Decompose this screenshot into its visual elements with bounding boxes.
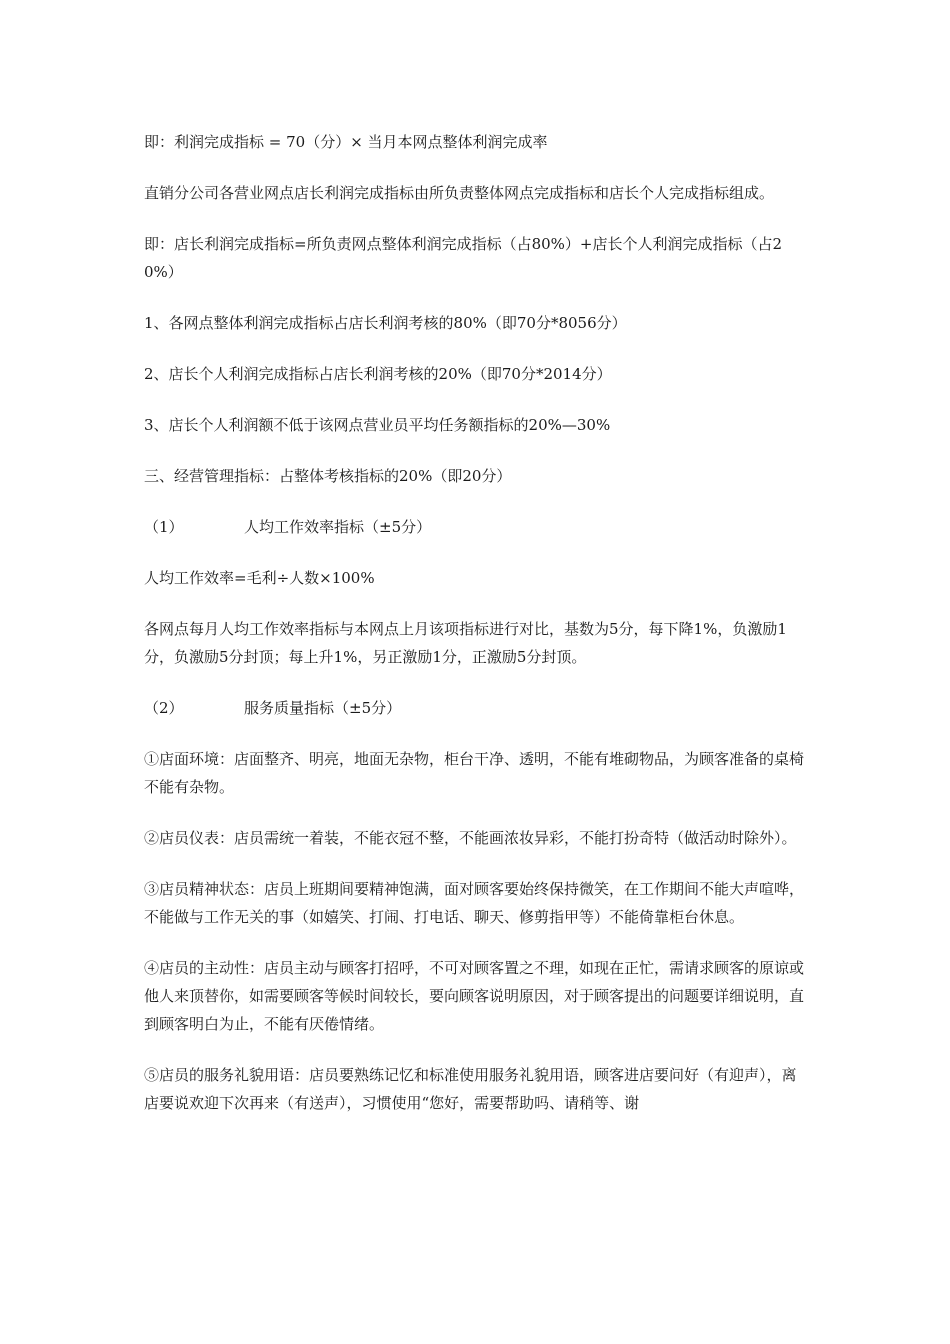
paragraph-staff-appearance: ②店员仪表：店员需统一着装，不能衣冠不整，不能画浓妆异彩，不能打扮奇特（做活动时除外）。 — [144, 829, 797, 847]
list-item-1: 1、各网点整体利润完成指标占店长利润考核的80%（即70分*8056分） — [144, 314, 627, 332]
sub-item-service-quality — [144, 694, 808, 722]
list-item-3: 3、店长个人利润额不低于该网点营业员平均任务额指标的20%—30% — [144, 416, 611, 434]
sub-item-efficiency — [144, 513, 808, 541]
paragraph-polite-language: ⑤店员的服务礼貌用语：店员要熟练记忆和标准使用服务礼貌用语，顾客进店要问好（有迎声），离店要说欢迎下次再来（有送声），习惯使用“您好，需要帮助吗、请稍等、谢 — [144, 1066, 797, 1112]
formula-profit-indicator: 即：利润完成指标 = 70（分）× 当月本网点整体利润完成率 — [144, 133, 548, 151]
section-heading-management: 三、经营管理指标：占整体考核指标的20%（即20分） — [144, 467, 512, 485]
formula-efficiency: 人均工作效率=毛利÷人数×100% — [144, 569, 375, 587]
paragraph-efficiency-rule: 各网点每月人均工作效率指标与本网点上月该项指标进行对比，基数为5分，每下降1%，负激励1分，负激励5分封顶；每上升1%，另正激励1分，正激励5分封顶。 — [144, 620, 787, 666]
formula-store-manager-indicator: 即：店长利润完成指标=所负责网点整体利润完成指标（占80%）+店长个人利润完成指标（占20%） — [144, 235, 783, 281]
paragraph-store-environment: ①店面环境：店面整齐、明亮，地面无杂物，柜台干净、透明，不能有堆砌物品，为顾客准备的桌椅不能有杂物。 — [144, 750, 805, 796]
sub-item-number: （2） — [144, 699, 184, 717]
paragraph-store-manager-composition: 直销分公司各营业网点店长利润完成指标由所负责整体网点完成指标和店长个人完成指标组成。 — [144, 184, 775, 202]
sub-item-title: 人均工作效率指标（±5分） — [244, 518, 432, 536]
document-page — [144, 128, 808, 1140]
paragraph-staff-spirit: ③店员精神状态：店员上班期间要精神饱满，面对顾客要始终保持微笑，在工作期间不能大声喧哗，不能做与工作无关的事（如嬉笑、打闹、打电话、聊天、修剪指甲等）不能倚靠柜台休息。 — [144, 880, 805, 926]
paragraph-staff-initiative: ④店员的主动性：店员主动与顾客打招呼，不可对顾客置之不理，如现在正忙，需请求顾客的原谅或他人来顶替你，如需要顾客等候时间较长，要向顾客说明原因，对于顾客提出的问题要详细说明，直到顾客明白为止，不能有厌倦情绪。 — [144, 959, 805, 1033]
sub-item-number: （1） — [144, 518, 184, 536]
sub-item-title: 服务质量指标（±5分） — [244, 699, 402, 717]
list-item-2: 2、店长个人利润完成指标占店长利润考核的20%（即70分*2014分） — [144, 365, 612, 383]
